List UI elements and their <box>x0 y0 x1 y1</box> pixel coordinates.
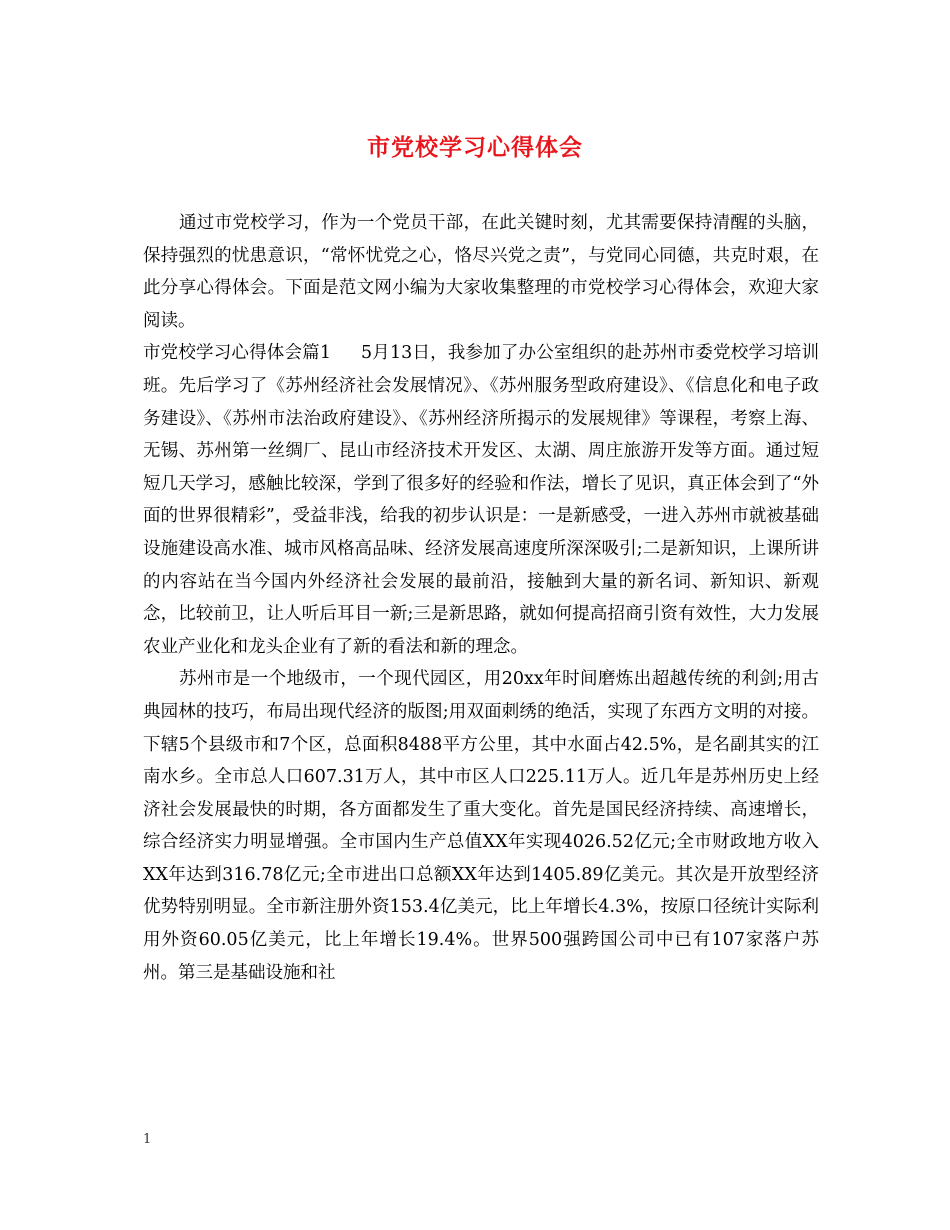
document-body <box>143 207 819 989</box>
section-paragraph <box>143 337 819 663</box>
page-number: 1 <box>143 1132 152 1147</box>
section-paragraph-text: 5月13日，我参加了办公室组织的赴苏州市委党校学习培训班。先后学习了《苏州经济社会发展情况》、《苏州服务型政府建设》、《信息化和电子政务建设》、《苏州市法治政府建设》、《苏州经济所揭示的发展规律》等课程，考察上海、无锡、苏州第一丝绸厂、昆山市经济技术开发区、太湖、周庄旅游开发等方面。通过短短几天学习，感触比较深，学到了很多好的经验和作法，增长了见识，真正体会到了“外面的世界很精彩”，受益非浅，给我的初步认识是：一是新感受，一进入苏州市就被基础设施建设高水准、城市风格高品味、经济发展高速度所深深吸引;二是新知识，上课所讲的内容站在当今国内外经济社会发展的最前沿，接触到大量的新名词、新知识、新观念，比较前卫，让人听后耳目一新;三是新思路，就如何提高招商引资有效性，大力发展农业产业化和龙头企业有了新的看法和新的理念。 <box>143 343 819 657</box>
document-title: 市党校学习心得体会 <box>367 134 583 161</box>
section-heading: 市党校学习心得体会篇1 <box>143 343 331 364</box>
intro-paragraph: 通过市党校学习，作为一个党员干部，在此关键时刻，尤其需要保持清醒的头脑，保持强烈的忧患意识，“常怀忧党之心，恪尽兴党之责”，与党同心同德，共克时艰，在此分享心得体会。下面是范文网小编为大家收集整理的市党校学习心得体会，欢迎大家阅读。 <box>143 213 819 331</box>
suzhou-paragraph: 苏州市是一个地级市，一个现代园区，用20xx年时间磨炼出超越传统的利剑;用古典园林的技巧，布局出现代经济的版图;用双面刺绣的绝活，实现了东西方文明的对接。下辖5个县级市和7个区，总面积8488平方公里，其中水面占42.5%，是名副其实的江南水乡。全市总人口607.31万人，其中市区人口225.11万人。近几年是苏州历史上经济社会发展最快的时期，各方面都发生了重大变化。首先是国民经济持续、高速增长，综合经济实力明显增强。全市国内生产总值XX年实现4026.52亿元;全市财政地方收入XX年达到316.78亿元;全市进出口总额XX年达到1405.89亿美元。其次是开放型经济优势特别明显。全市新注册外资153.4亿美元，比上年增长4.3%，按原口径统计实际利用外资60.05亿美元，比上年增长19.4%。世界500强跨国公司中已有107家落户苏州。第三是基础设施和社 <box>143 669 819 983</box>
